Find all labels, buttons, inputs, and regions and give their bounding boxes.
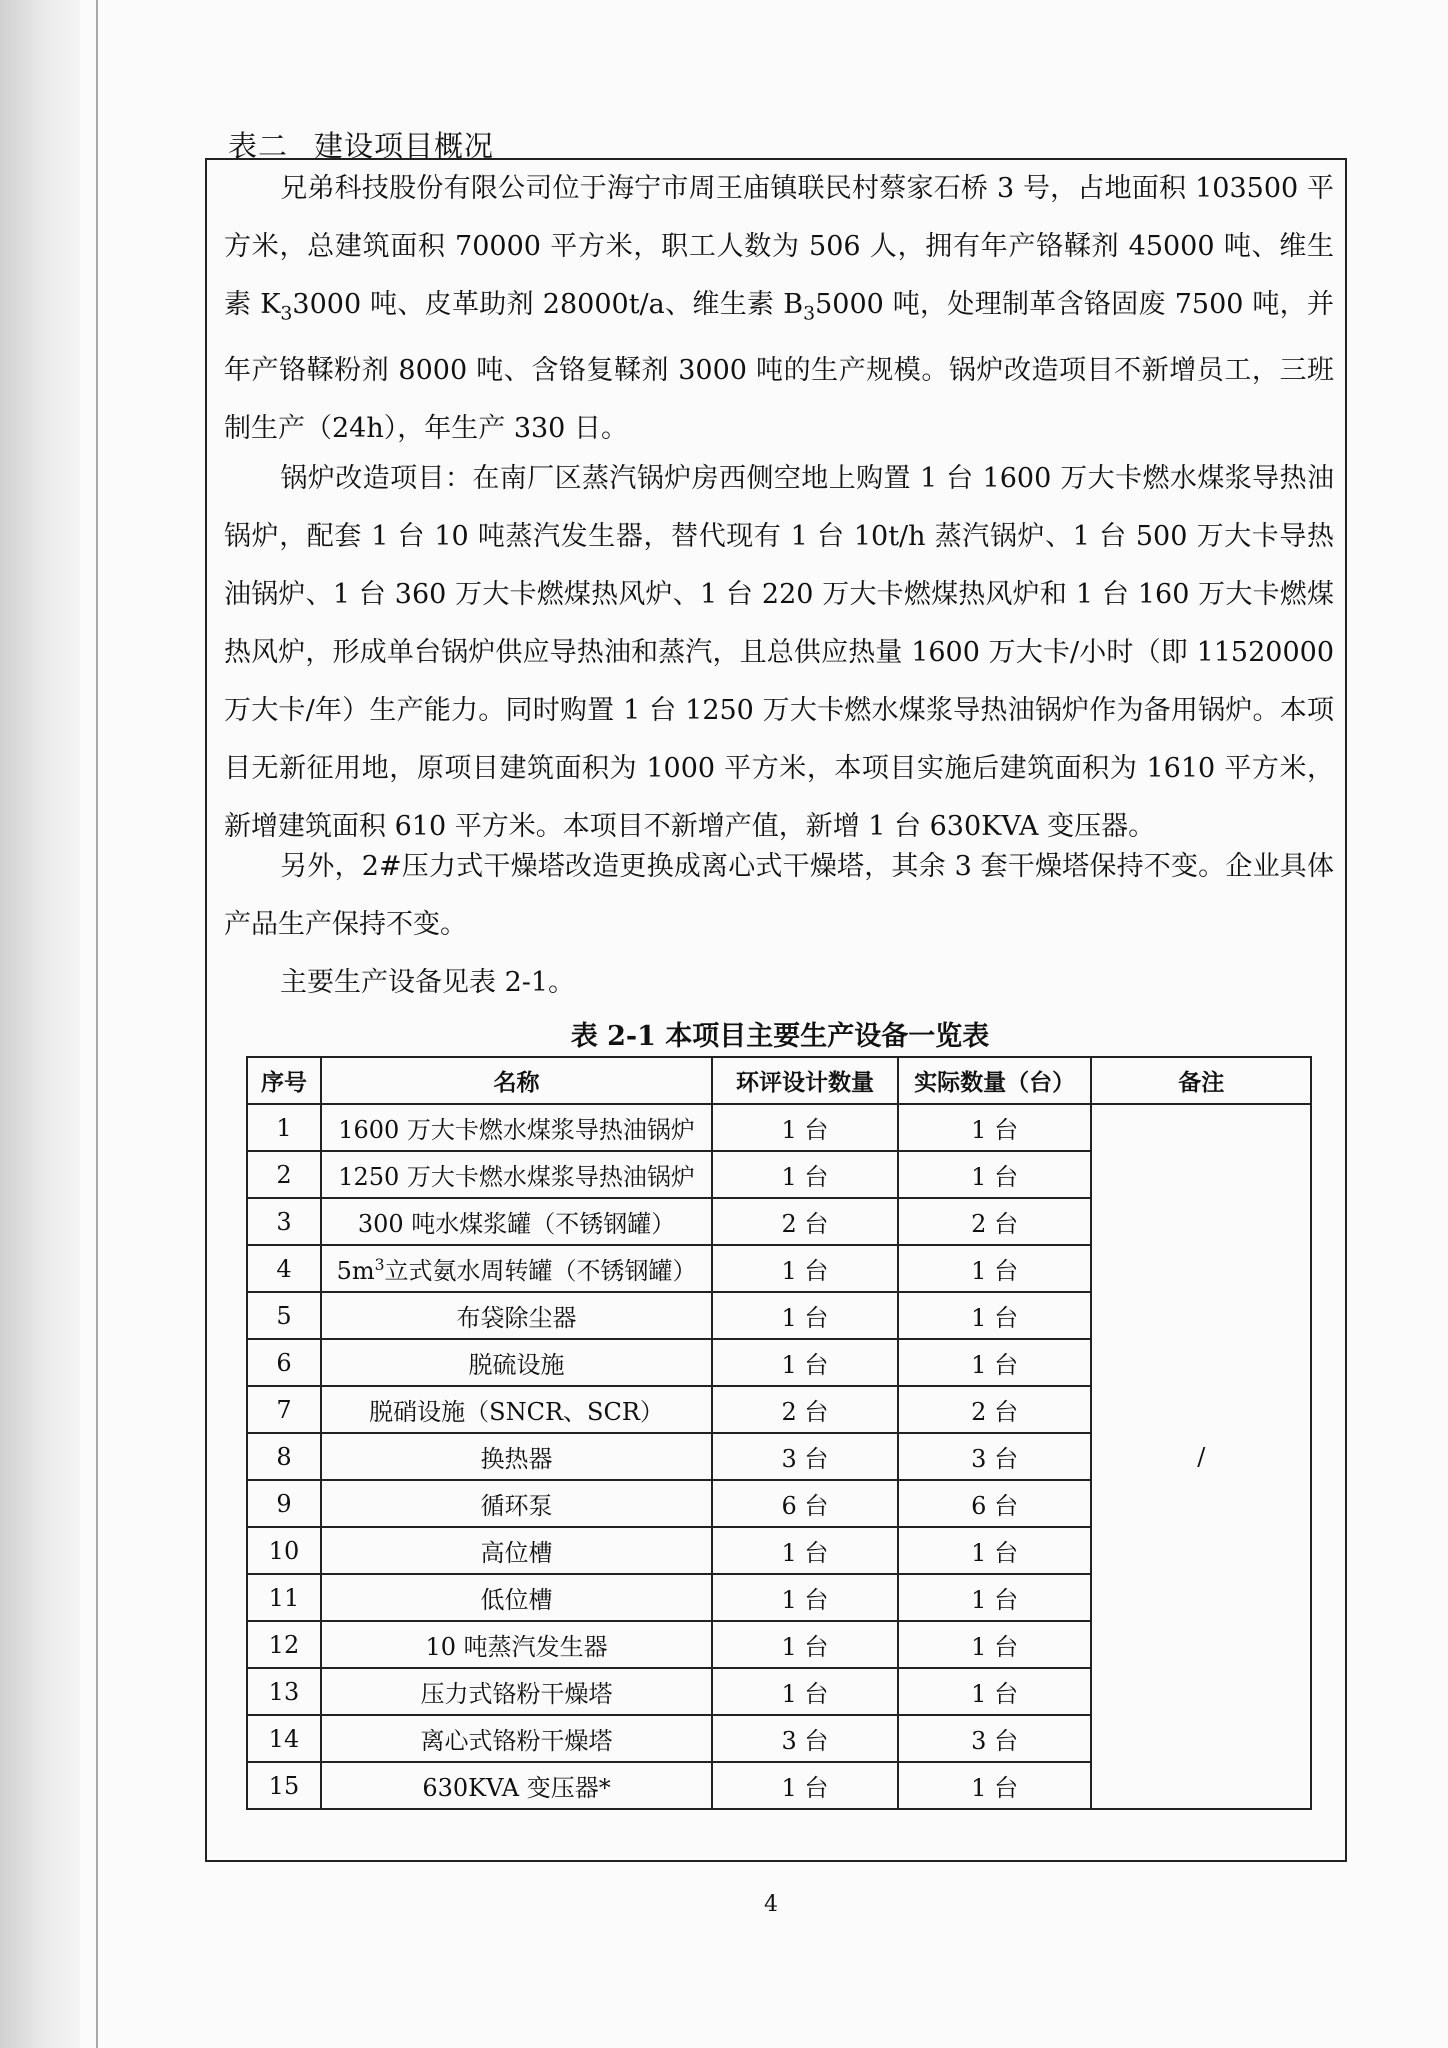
row-design-quantity: 3 台 <box>712 1715 898 1762</box>
row-design-quantity: 6 台 <box>712 1480 898 1527</box>
row-actual-quantity: 6 台 <box>898 1480 1092 1527</box>
row-actual-quantity: 1 台 <box>898 1762 1092 1809</box>
table-caption: 表 2-1 本项目主要生产设备一览表 <box>570 1021 990 1052</box>
row-design-quantity: 1 台 <box>712 1292 898 1339</box>
row-design-quantity: 3 台 <box>712 1433 898 1480</box>
row-actual-quantity: 1 台 <box>898 1527 1092 1574</box>
name-suffix: 立式氨水周转罐（不锈钢罐） <box>384 1257 697 1285</box>
row-name: 1600 万大卡燃水煤浆导热油锅炉 <box>321 1104 712 1151</box>
row-index: 11 <box>247 1574 321 1621</box>
subscript: 3 <box>803 302 816 325</box>
section-number: 表二 <box>228 129 289 163</box>
paragraph-dryer-tower <box>224 838 1334 954</box>
row-design-quantity: 2 台 <box>712 1198 898 1245</box>
row-index: 12 <box>247 1621 321 1668</box>
row-index: 2 <box>247 1151 321 1198</box>
row-index: 5 <box>247 1292 321 1339</box>
row-design-quantity: 1 台 <box>712 1668 898 1715</box>
row-design-quantity: 2 台 <box>712 1386 898 1433</box>
row-actual-quantity: 1 台 <box>898 1668 1092 1715</box>
row-index: 13 <box>247 1668 321 1715</box>
row-design-quantity: 1 台 <box>712 1527 898 1574</box>
row-index: 10 <box>247 1527 321 1574</box>
equipment-table <box>246 1056 1312 1810</box>
row-actual-quantity: 1 台 <box>898 1339 1092 1386</box>
table-row <box>247 1104 1311 1151</box>
row-name: 10 吨蒸汽发生器 <box>321 1621 712 1668</box>
paragraph-text: 兄弟科技股份有限公司位于海宁市周王庙镇联民村蔡家石桥 3 号，占地面积 103500 平方米，总建筑面积 70000 平方米，职工人数为 506 人，拥有年产铬鞣剂 45000 吨、维生素 K <box>224 173 1334 320</box>
row-index: 8 <box>247 1433 321 1480</box>
row-actual-quantity: 1 台 <box>898 1621 1092 1668</box>
row-index: 9 <box>247 1480 321 1527</box>
paragraph-text: 锅炉改造项目：在南厂区蒸汽锅炉房西侧空地上购置 1 台 1600 万大卡燃水煤浆导热油锅炉，配套 1 台 10 吨蒸汽发生器，替代现有 1 台 10t/h 蒸汽锅炉、1 台 500 万大卡导热油锅炉、1 台 360 万大卡燃煤热风炉、1 台 220 万大卡燃煤热风炉和 1 台 160 万大卡燃煤热风炉，形成单台锅炉供应导热油和蒸汽，且总供应热量 1600 万大卡/小时（即 11520000 万大卡/年）生产能力。同时购置 1 台 1250 万大卡燃水煤浆导热油锅炉作为备用锅炉。本项目无新征用地，原项目建筑面积为 1000 平方米，本项目实施后建筑面积为 1610 平方米，新增建筑面积 610 平方米。本项目不新增产值，新增 1 台 630KVA 变压器。 <box>224 463 1334 842</box>
row-name: 脱硫设施 <box>321 1339 712 1386</box>
page-number: 4 <box>764 1892 778 1917</box>
superscript: 3 <box>374 1256 385 1274</box>
row-name: 630KVA 变压器* <box>321 1762 712 1809</box>
header-index: 序号 <box>247 1057 321 1104</box>
row-design-quantity: 1 台 <box>712 1574 898 1621</box>
row-actual-quantity: 1 台 <box>898 1104 1092 1151</box>
row-index: 15 <box>247 1762 321 1809</box>
subscript: 3 <box>280 302 293 325</box>
row-actual-quantity: 2 台 <box>898 1386 1092 1433</box>
row-index: 1 <box>247 1104 321 1151</box>
row-design-quantity: 1 台 <box>712 1762 898 1809</box>
row-design-quantity: 1 台 <box>712 1339 898 1386</box>
row-name: 脱硝设施（SNCR、SCR） <box>321 1386 712 1433</box>
header-actual-quantity: 实际数量（台） <box>898 1057 1092 1104</box>
paragraph-text: 5000 吨，处理制革含铬固废 7500 吨，并年产铬鞣粉剂 8000 吨、含铬复鞣剂 3000 吨的生产规模。锅炉改造项目不新增员工，三班制生产（24h），年生产 330 日。 <box>224 289 1334 445</box>
row-name: 离心式铬粉干燥塔 <box>321 1715 712 1762</box>
row-design-quantity: 1 台 <box>712 1151 898 1198</box>
paragraph-text: 另外，2#压力式干燥塔改造更换成离心式干燥塔，其余 3 套干燥塔保持不变。企业具体产品生产保持不变。 <box>224 851 1334 940</box>
row-name: 300 吨水煤浆罐（不锈钢罐） <box>321 1198 712 1245</box>
paragraph-text: 3000 吨、皮革助剂 28000t/a、维生素 B <box>292 289 804 320</box>
row-index: 7 <box>247 1386 321 1433</box>
paragraph-boiler-project <box>224 450 1334 856</box>
row-actual-quantity: 1 台 <box>898 1151 1092 1198</box>
header-remark: 备注 <box>1091 1057 1311 1104</box>
row-actual-quantity: 1 台 <box>898 1292 1092 1339</box>
row-name: 布袋除尘器 <box>321 1292 712 1339</box>
header-design-quantity: 环评设计数量 <box>712 1057 898 1104</box>
row-actual-quantity: 3 台 <box>898 1433 1092 1480</box>
row-index: 3 <box>247 1198 321 1245</box>
row-index: 4 <box>247 1245 321 1292</box>
row-index: 6 <box>247 1339 321 1386</box>
row-name: 低位槽 <box>321 1574 712 1621</box>
row-design-quantity: 1 台 <box>712 1245 898 1292</box>
row-name: 1250 万大卡燃水煤浆导热油锅炉 <box>321 1151 712 1198</box>
row-remark: / <box>1091 1104 1311 1809</box>
row-design-quantity: 1 台 <box>712 1104 898 1151</box>
row-actual-quantity: 2 台 <box>898 1198 1092 1245</box>
paragraph-text: 主要生产设备见表 2-1。 <box>280 967 576 998</box>
paragraph-equipment-ref <box>224 954 1334 1012</box>
name-prefix: 5m <box>336 1257 375 1285</box>
paragraph-company-overview <box>224 160 1334 458</box>
row-actual-quantity: 1 台 <box>898 1245 1092 1292</box>
section-title: 建设项目概况 <box>314 129 495 163</box>
page-fold-shadow <box>0 0 80 2048</box>
row-name: 压力式铬粉干燥塔 <box>321 1668 712 1715</box>
row-index: 14 <box>247 1715 321 1762</box>
row-name: 循环泵 <box>321 1480 712 1527</box>
row-actual-quantity: 1 台 <box>898 1574 1092 1621</box>
row-actual-quantity: 3 台 <box>898 1715 1092 1762</box>
row-name: 换热器 <box>321 1433 712 1480</box>
binding-edge <box>96 0 98 2048</box>
row-design-quantity: 1 台 <box>712 1621 898 1668</box>
row-name <box>321 1245 712 1292</box>
table-header-row <box>247 1057 1311 1104</box>
header-name: 名称 <box>321 1057 712 1104</box>
row-name: 高位槽 <box>321 1527 712 1574</box>
